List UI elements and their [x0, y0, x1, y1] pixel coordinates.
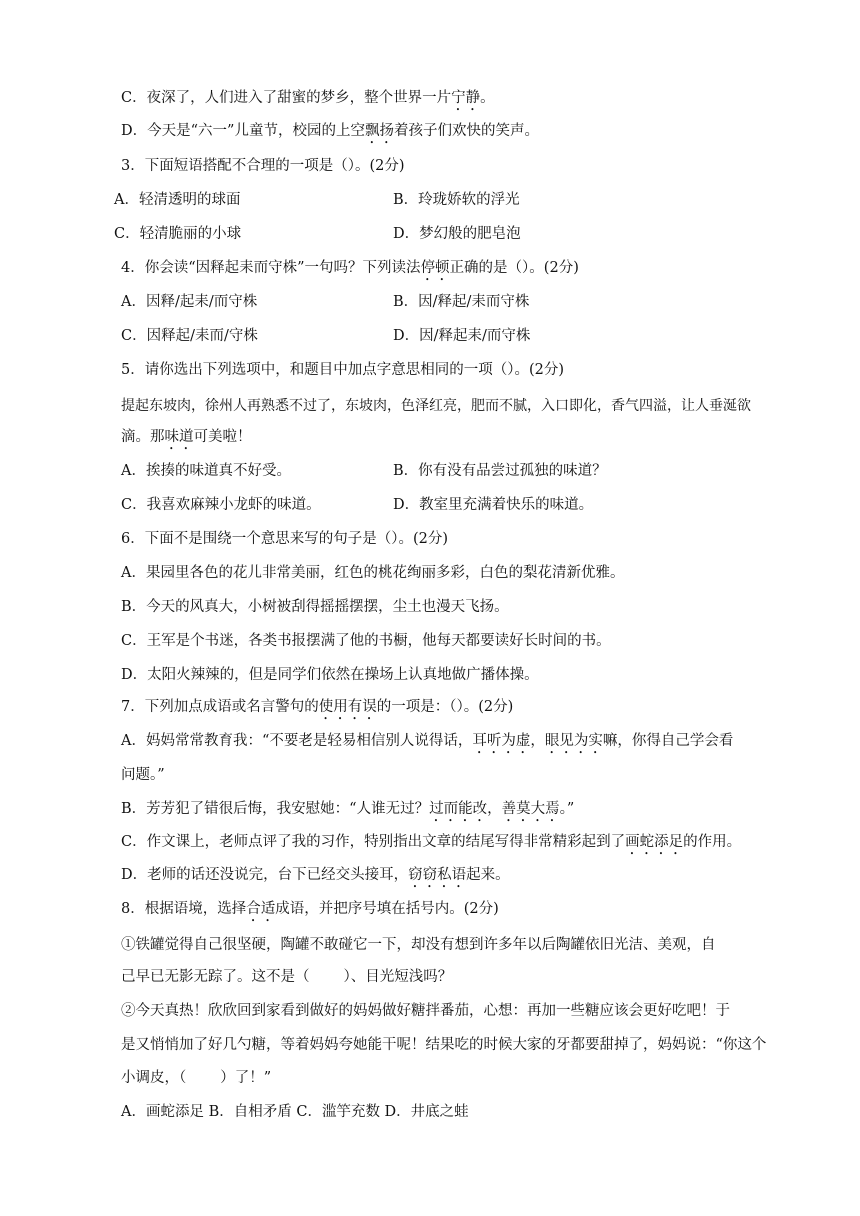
q7-option-d: D．老师的话还没说完，台下已经交头接耳，窃窃私语起来。 [121, 867, 510, 883]
q8-options: A．画蛇添足 B．自相矛盾 C．滥竽充数 D．井底之蛙 [121, 1104, 469, 1120]
q6-option-d: D．太阳火辣辣的，但是同学们依然在操场上认真地做广播体操。 [121, 667, 539, 683]
q4-option-c: C．因释起/耒而/守株 [121, 328, 258, 344]
q3-stem: 3．下面短语搭配不合理的一项是（）。(2分) [121, 158, 405, 174]
q3-option-a: A．轻清透明的球面 [114, 192, 241, 208]
q4-option-d: D．因/释起耒/而守株 [393, 328, 531, 344]
q5-stem: 5．请你选出下列选项中，和题目中加点字意思相同的一项（）。(2分) [121, 362, 565, 378]
q8-passage1-line1: ①铁罐觉得自己很坚硬，陶罐不敢碰它一下，却没有想到许多年以后陶罐依旧光洁、美观，自 [121, 937, 716, 953]
q6-option-c: C．王军是个书迷，各类书报摆满了他的书橱，他每天都要读好长时间的书。 [121, 633, 611, 649]
q5-passage-line2: 滴。那味道可美啦！ [121, 429, 252, 445]
q7-option-a-line2: 问题。” [121, 767, 165, 783]
q6-option-a: A．果园里各色的花儿非常美丽，红色的桃花绚丽多彩，白色的梨花清新优雅。 [121, 565, 625, 581]
q8-passage2-line3: 小调皮，（ ）了！” [121, 1070, 272, 1086]
q8-passage1-line2: 己早已无影无踪了。这不是（ ）、目光短浅吗？ [121, 969, 453, 985]
q8-stem: 8．根据语境，选择合适成语，并把序号填在括号内。(2分) [121, 901, 499, 917]
q5-option-c: C．我喜欢麻辣小龙虾的味道。 [121, 497, 321, 513]
q5-option-d: D．教室里充满着快乐的味道。 [393, 497, 594, 513]
q4-stem: 4．你会读“因释起耒而守株”一句吗？下列读法停顿正确的是（）。(2分) [121, 260, 579, 276]
q4-option-b: B．因/释起/耒而守株 [393, 294, 530, 310]
q3-option-d: D．梦幻般的肥皂泡 [393, 226, 521, 242]
q3-option-c: C．轻清脆丽的小球 [114, 226, 242, 242]
q5-option-b: B．你有没有品尝过孤独的味道？ [393, 463, 607, 479]
q5-option-a: A．挨揍的味道真不好受。 [121, 463, 291, 479]
q6-option-b: B．今天的风真大，小树被刮得摇摇摆摆，尘土也漫天飞扬。 [121, 599, 509, 615]
q7-option-c: C．作文课上，老师点评了我的习作，特别指出文章的结尾写得非常精彩起到了画蛇添足的作用。 [121, 834, 742, 850]
q5-passage-line1: 提起东坡肉，徐州人再熟悉不过了，东坡肉，色泽红亮，肥而不腻，入口即化，香气四溢，让人垂涎欲 [121, 397, 751, 413]
q3-option-b: B．玲珑娇软的浮光 [393, 192, 520, 208]
q8-passage2-line1: ②今天真热！欣欣回到家看到做好的妈妈做好糖拌番茄，心想：再加一些糖应该会更好吃吧！于 [121, 1003, 730, 1019]
q4-option-a: A．因释/起耒/而守株 [121, 294, 258, 310]
q2-option-d: D．今天是“六一”儿童节，校园的上空飘扬着孩子们欢快的笑声。 [121, 123, 539, 139]
q8-passage2-line2: 是又悄悄加了好几勺糖，等着妈妈夸她能干呢！结果吃的时候大家的牙都要甜掉了，妈妈说：“你这个 [121, 1037, 767, 1053]
q7-option-b: B．芳芳犯了错很后悔，我安慰她：“人谁无过？过而能改，善莫大焉。” [121, 801, 575, 817]
q7-stem: 7．下列加点成语或名言警句的使用有误的一项是：（）。(2分) [121, 699, 514, 715]
q6-stem: 6．下面不是围绕一个意思来写的句子是（）。(2分) [121, 531, 449, 547]
q7-option-a-line1: A．妈妈常常教育我：“不要老是轻易相信别人说得话，耳听为虚，眼见为实嘛，你得自己学会看 [121, 733, 734, 749]
q2-option-c: C．夜深了，人们进入了甜蜜的梦乡，整个世界一片宁静。 [121, 90, 495, 106]
